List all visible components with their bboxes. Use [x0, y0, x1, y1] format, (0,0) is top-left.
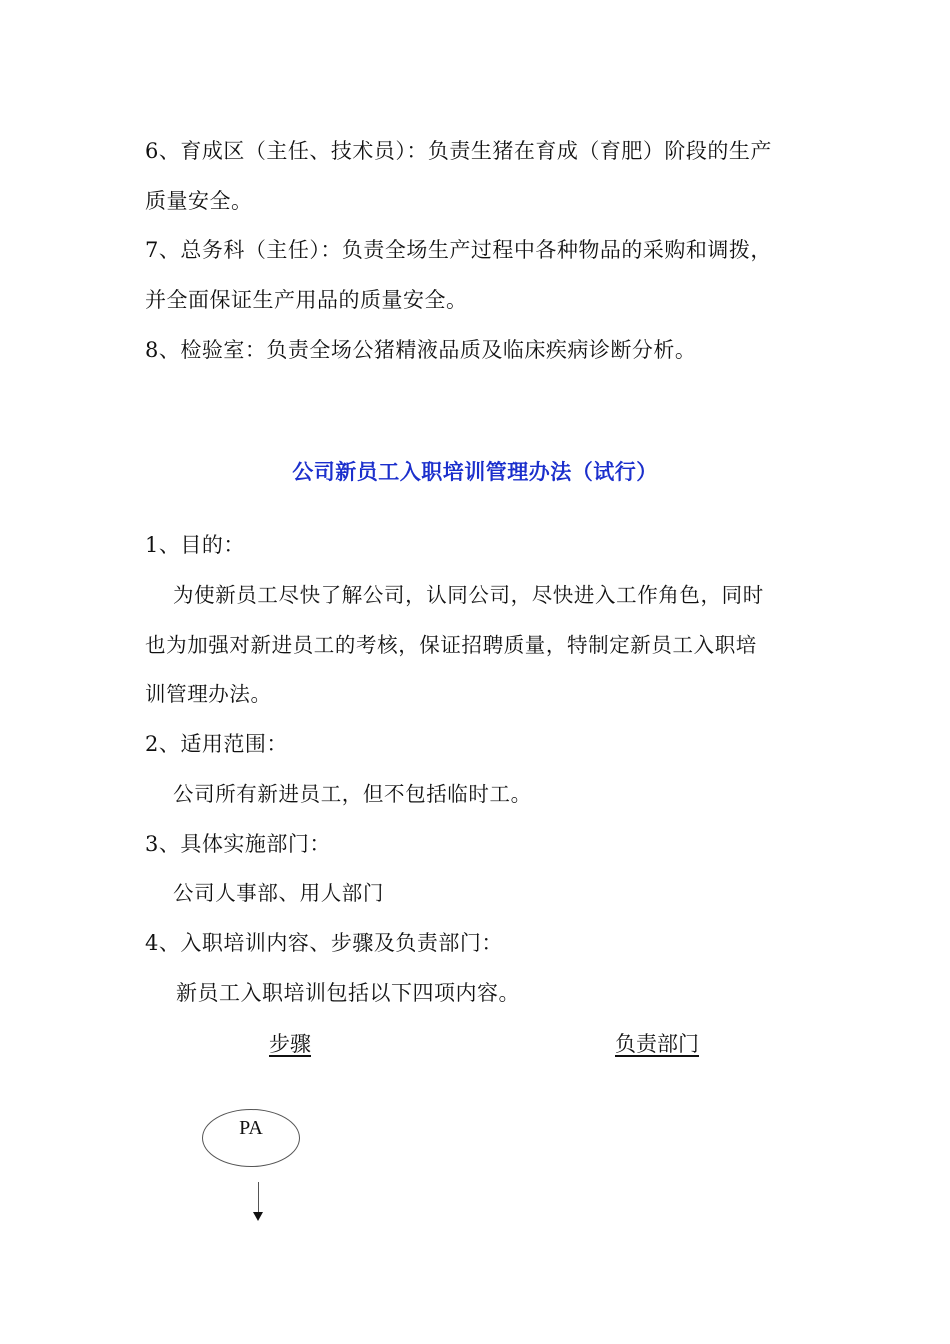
paragraph-purpose-line3: 训管理办法。 [145, 682, 272, 706]
section-item-6-line2: 质量安全。 [145, 189, 253, 213]
paragraph-training: 新员工入职培训包括以下四项内容。 [176, 981, 520, 1005]
paragraph-purpose-line2: 也为加强对新进员工的考核，保证招聘质量，特制定新员工入职培 [145, 633, 757, 657]
column-header-steps: 步骤 [269, 1032, 311, 1056]
section-item-8: 8、检验室：负责全场公猪精液品质及临床疾病诊断分析。 [145, 338, 697, 362]
paragraph-department: 公司人事部、用人部门 [173, 881, 384, 905]
heading-department: 3、具体实施部门： [145, 832, 331, 856]
section-item-7-line2: 并全面保证生产用品的质量安全。 [145, 288, 468, 312]
heading-purpose: 1、目的： [145, 533, 245, 557]
heading-scope: 2、适用范围： [145, 732, 288, 756]
paragraph-purpose-line1: 为使新员工尽快了解公司，认同公司，尽快进入工作角色，同时 [173, 583, 764, 607]
heading-training: 4、入职培训内容、步骤及负责部门： [145, 931, 503, 955]
column-header-department: 负责部门 [615, 1032, 699, 1056]
section-item-7-line1: 7、总务科（主任）：负责全场生产过程中各种物品的采购和调拨， [145, 238, 772, 262]
flowchart-arrow-line [258, 1182, 259, 1212]
document-title: 公司新员工入职培训管理办法（试行） [292, 460, 658, 484]
flowchart-start-label: PA [239, 1117, 263, 1139]
section-item-6-line1: 6、育成区（主任、技术员）：负责生猪在育成（育肥）阶段的生产 [145, 139, 772, 163]
paragraph-scope: 公司所有新进员工，但不包括临时工。 [173, 782, 532, 806]
flowchart-arrow-head-icon [253, 1212, 263, 1221]
